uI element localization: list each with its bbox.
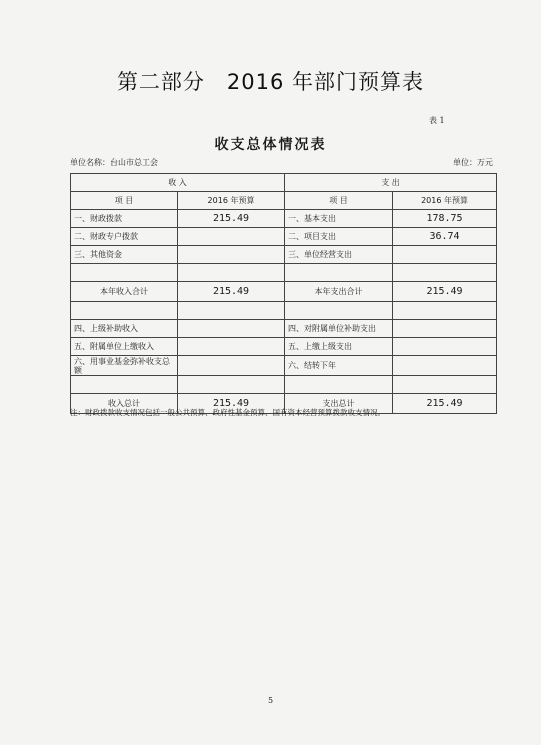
income-label: 五、附属单位上缴收入 xyxy=(71,338,178,356)
income-label xyxy=(71,376,178,394)
expense-value xyxy=(393,338,497,356)
page-number: 5 xyxy=(267,696,274,705)
subtotal-row xyxy=(71,282,497,302)
footnote: 注：财政拨款收支情况包括一般公共预算、政府性基金预算、国有资本经营预算拨款收支情况。 xyxy=(70,408,385,417)
income-value: 215.49 xyxy=(178,210,285,228)
expense-header: 支 出 xyxy=(285,174,497,192)
income-value xyxy=(178,376,285,394)
table-row xyxy=(71,376,497,394)
budget-table xyxy=(70,173,497,414)
income-label: 四、上级补助收入 xyxy=(71,320,178,338)
unit-name: 单位名称：台山市总工会 xyxy=(70,158,158,167)
expense-label: 四、对附属单位补助支出 xyxy=(285,320,393,338)
table-row xyxy=(71,338,497,356)
table-row xyxy=(71,320,497,338)
income-total-value: 215.49 xyxy=(178,394,285,414)
expense-subtotal-value: 215.49 xyxy=(393,282,497,302)
income-label: 二、财政专户拨款 xyxy=(71,228,178,246)
expense-label: 一、基本支出 xyxy=(285,210,393,228)
section-header-row xyxy=(71,174,497,192)
expense-total-label: 支出总计 xyxy=(285,394,393,414)
expense-value: 36.74 xyxy=(393,228,497,246)
income-budget-header: 2016 年预算 xyxy=(178,192,285,210)
income-label: 六、用事业基金弥补收支总额 xyxy=(71,356,178,376)
table-row xyxy=(71,302,497,320)
table-row xyxy=(71,210,497,228)
income-value xyxy=(178,264,285,282)
expense-value: 178.75 xyxy=(393,210,497,228)
income-subtotal-value: 215.49 xyxy=(178,282,285,302)
expense-value xyxy=(393,320,497,338)
income-value xyxy=(178,228,285,246)
part-title: 第二部分 2016 年部门预算表 xyxy=(116,70,425,94)
expense-label xyxy=(285,302,393,320)
table-row xyxy=(71,246,497,264)
income-label xyxy=(71,302,178,320)
income-label: 一、财政拨款 xyxy=(71,210,178,228)
table-number: 表 1 xyxy=(429,116,445,125)
table-row xyxy=(71,356,497,376)
income-header: 收 入 xyxy=(71,174,285,192)
income-label xyxy=(71,264,178,282)
document-title: 收支总体情况表 xyxy=(214,137,327,153)
expense-label: 五、上缴上级支出 xyxy=(285,338,393,356)
expense-value xyxy=(393,264,497,282)
expense-value xyxy=(393,302,497,320)
income-value xyxy=(178,356,285,376)
income-subtotal-label: 本年收入合计 xyxy=(71,282,178,302)
expense-item-header: 项 目 xyxy=(285,192,393,210)
expense-label: 二、项目支出 xyxy=(285,228,393,246)
income-total-label: 收入总计 xyxy=(71,394,178,414)
income-value xyxy=(178,246,285,264)
column-header-row xyxy=(71,192,497,210)
table-row xyxy=(71,228,497,246)
expense-value xyxy=(393,356,497,376)
income-value xyxy=(178,320,285,338)
currency-unit: 单位：万元 xyxy=(453,158,493,167)
income-item-header: 项 目 xyxy=(71,192,178,210)
expense-label: 六、结转下年 xyxy=(285,356,393,376)
table-row xyxy=(71,264,497,282)
expense-label: 三、单位经营支出 xyxy=(285,246,393,264)
expense-value xyxy=(393,376,497,394)
income-value xyxy=(178,302,285,320)
expense-value xyxy=(393,246,497,264)
expense-budget-header: 2016 年预算 xyxy=(393,192,497,210)
expense-total-value: 215.49 xyxy=(393,394,497,414)
income-value xyxy=(178,338,285,356)
expense-subtotal-label: 本年支出合计 xyxy=(285,282,393,302)
income-label: 三、其他资金 xyxy=(71,246,178,264)
expense-label xyxy=(285,264,393,282)
expense-label xyxy=(285,376,393,394)
